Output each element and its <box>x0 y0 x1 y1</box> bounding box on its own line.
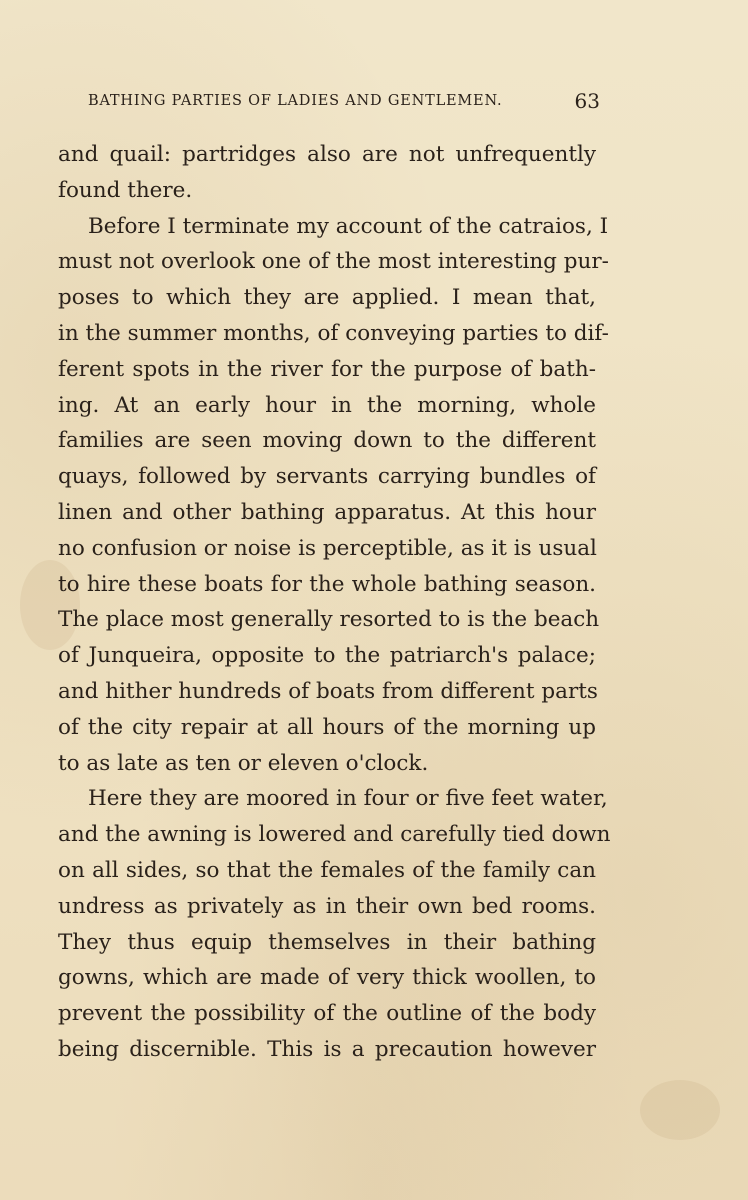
body-text <box>58 137 611 1068</box>
text-line: gowns, which are made of very thick woollen, to <box>58 965 596 991</box>
text-line: ferent spots in the river for the purpose of bath- <box>58 356 596 382</box>
text-line: to hire these boats for the whole bathing season. <box>58 571 596 597</box>
text-line: and hither hundreds of boats from different parts <box>58 678 598 704</box>
text-line: undress as privately as in their own bed rooms. <box>58 893 596 919</box>
running-head <box>88 90 600 114</box>
page-number: 63 <box>574 89 600 113</box>
paragraph-first-line: Before I terminate my account of the catraios, I <box>88 213 609 239</box>
text-line: of the city repair at all hours of the morning up <box>58 714 596 740</box>
text-line: quays, followed by servants carrying bundles of <box>58 464 596 490</box>
text-line: prevent the possibility of the outline of the body <box>58 1001 596 1027</box>
text-line: families are seen moving down to the different <box>58 428 596 454</box>
paper-stain <box>640 1080 720 1140</box>
text-line: being discernible. This is a precaution however <box>58 1036 596 1062</box>
text-line: on all sides, so that the females of the family can <box>58 857 596 883</box>
text-line: The place most generally resorted to is the beach <box>58 607 600 633</box>
text-line: poses to which they are applied. I mean that, <box>58 285 596 311</box>
paragraph-first-line: Here they are moored in four or five feet water, <box>88 786 608 812</box>
running-title: BATHING PARTIES OF LADIES AND GENTLEMEN. <box>88 93 503 109</box>
text-line: They thus equip themselves in their bathing <box>58 929 596 955</box>
text-line: no confusion or noise is perceptible, as it is usual <box>58 535 597 561</box>
text-line: and the awning is lowered and carefully tied down <box>58 822 611 848</box>
text-line: found there. <box>58 177 193 203</box>
text-line: and quail: partridges also are not unfrequently <box>58 142 596 167</box>
text-line: must not overlook one of the most interesting pur- <box>58 249 609 275</box>
text-line: in the summer months, of conveying parties to dif- <box>58 320 609 346</box>
text-line: to as late as ten or eleven o'clock. <box>58 750 429 776</box>
text-line: linen and other bathing apparatus. At this hour <box>58 499 596 525</box>
text-line: ing. At an early hour in the morning, whole <box>58 392 596 418</box>
text-line: of Junqueira, opposite to the patriarch's palace; <box>58 643 596 669</box>
